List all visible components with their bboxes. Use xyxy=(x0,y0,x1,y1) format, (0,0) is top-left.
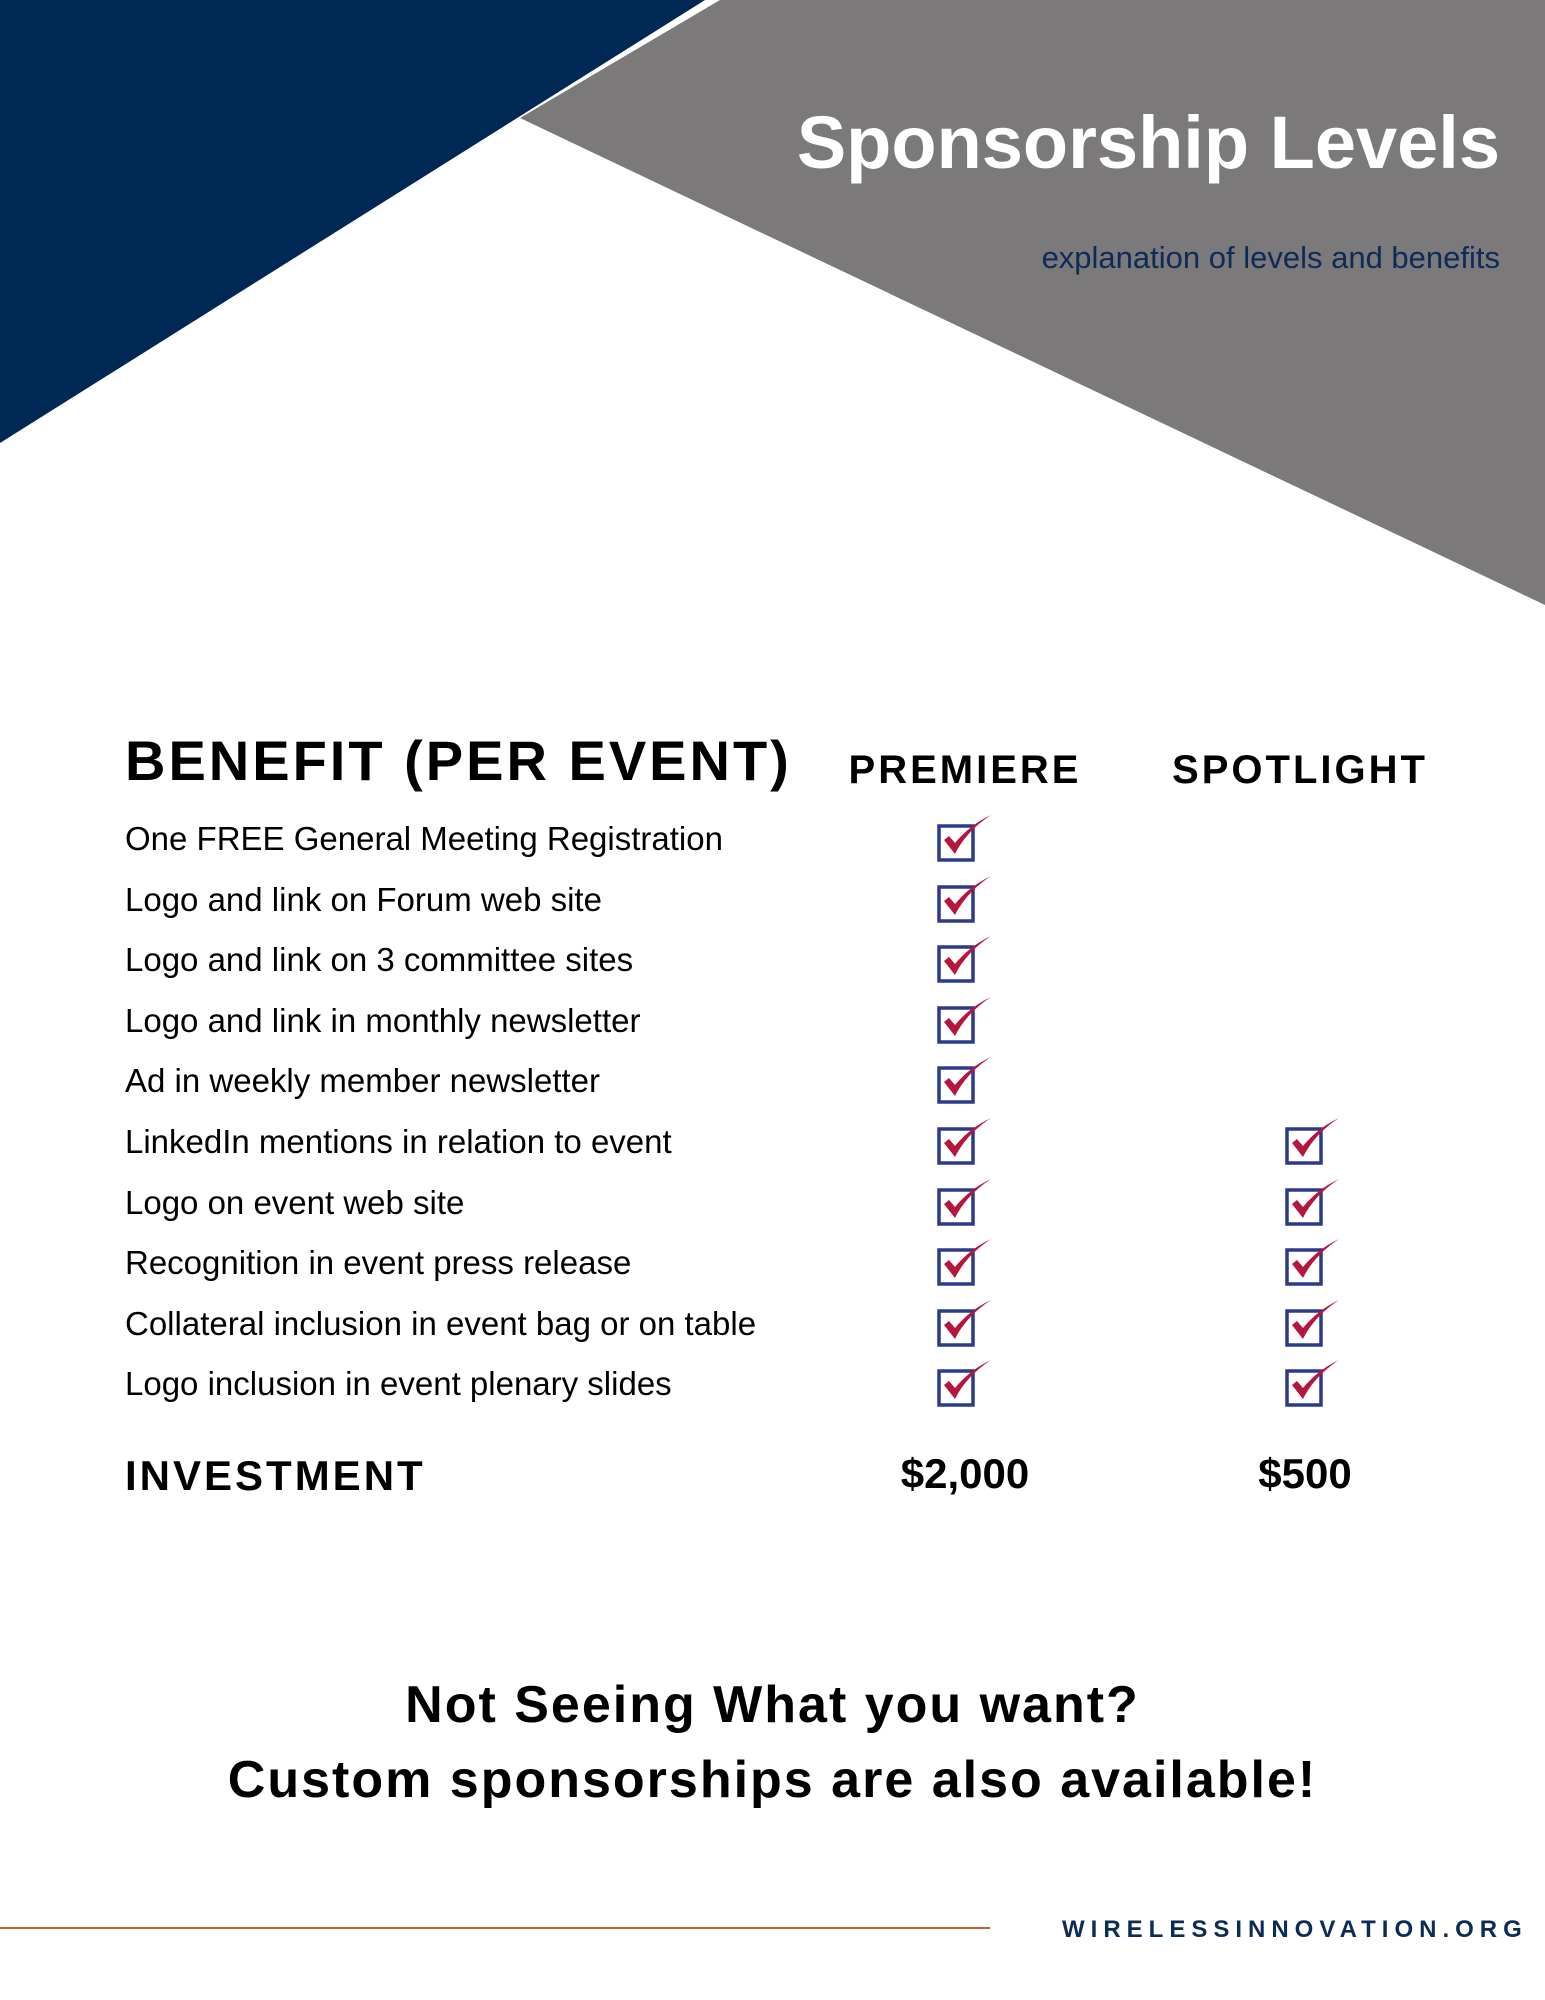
footer-divider xyxy=(0,1927,990,1929)
spotlight-checkmark-icon xyxy=(1284,1115,1342,1167)
benefit-label: Logo and link on Forum web site xyxy=(125,880,602,918)
table-row xyxy=(0,931,1545,991)
table-row xyxy=(0,810,1545,870)
cta-heading: Not Seeing What you want? xyxy=(405,1676,1140,1734)
premiere-checkmark-icon xyxy=(936,1236,994,1288)
page-subtitle: explanation of levels and benefits xyxy=(1041,240,1500,275)
spotlight-column-header: SPOTLIGHT xyxy=(1172,748,1428,792)
gray-triangle-shape xyxy=(520,0,1545,605)
benefit-label: Logo and link in monthly newsletter xyxy=(125,1001,641,1039)
benefit-label: Logo on event web site xyxy=(125,1183,465,1221)
benefit-label: Recognition in event press release xyxy=(125,1244,632,1282)
table-row xyxy=(0,871,1545,931)
spotlight-investment: $500 xyxy=(1258,1450,1352,1497)
spotlight-checkmark-icon xyxy=(1284,1236,1342,1288)
premiere-checkmark-icon xyxy=(936,1115,994,1167)
table-row xyxy=(0,992,1545,1052)
table-row xyxy=(0,1174,1545,1234)
benefit-label: One FREE General Meeting Registration xyxy=(125,820,723,857)
navy-triangle-shape xyxy=(0,0,705,443)
table-row xyxy=(0,1113,1545,1173)
premiere-checkmark-icon xyxy=(936,1357,994,1409)
benefit-label: Logo inclusion in event plenary slides xyxy=(125,1365,672,1403)
table-row xyxy=(0,1355,1545,1415)
cta-subheading: Custom sponsorships are also available! xyxy=(227,1751,1318,1809)
premiere-checkmark-icon xyxy=(936,994,994,1046)
table-row xyxy=(0,1234,1545,1294)
premiere-checkmark-icon xyxy=(936,873,994,925)
benefit-column-header: BENEFIT (PER EVENT) xyxy=(125,729,792,792)
premiere-checkmark-icon xyxy=(936,1297,994,1349)
premiere-checkmark-icon xyxy=(936,933,994,985)
premiere-checkmark-icon xyxy=(936,1054,994,1106)
premiere-checkmark-icon xyxy=(936,1176,994,1228)
table-row xyxy=(0,1052,1545,1112)
premiere-column-header: PREMIERE xyxy=(848,748,1082,792)
page-title: Sponsorship Levels xyxy=(796,101,1500,184)
spotlight-checkmark-icon xyxy=(1284,1357,1342,1409)
premiere-investment: $2,000 xyxy=(900,1450,1030,1497)
premiere-checkmark-icon xyxy=(936,812,994,864)
investment-label: INVESTMENT xyxy=(125,1452,426,1499)
benefit-label: Ad in weekly member newsletter xyxy=(125,1062,601,1100)
benefit-label: LinkedIn mentions in relation to event xyxy=(125,1123,672,1160)
benefit-label: Collateral inclusion in event bag or on table xyxy=(125,1304,757,1342)
benefit-label: Logo and link on 3 committee sites xyxy=(125,941,634,979)
spotlight-checkmark-icon xyxy=(1284,1176,1342,1228)
spotlight-checkmark-icon xyxy=(1284,1297,1342,1349)
footer-url: WIRELESSINNOVATION.ORG xyxy=(1062,1916,1528,1943)
table-row xyxy=(0,1295,1545,1355)
